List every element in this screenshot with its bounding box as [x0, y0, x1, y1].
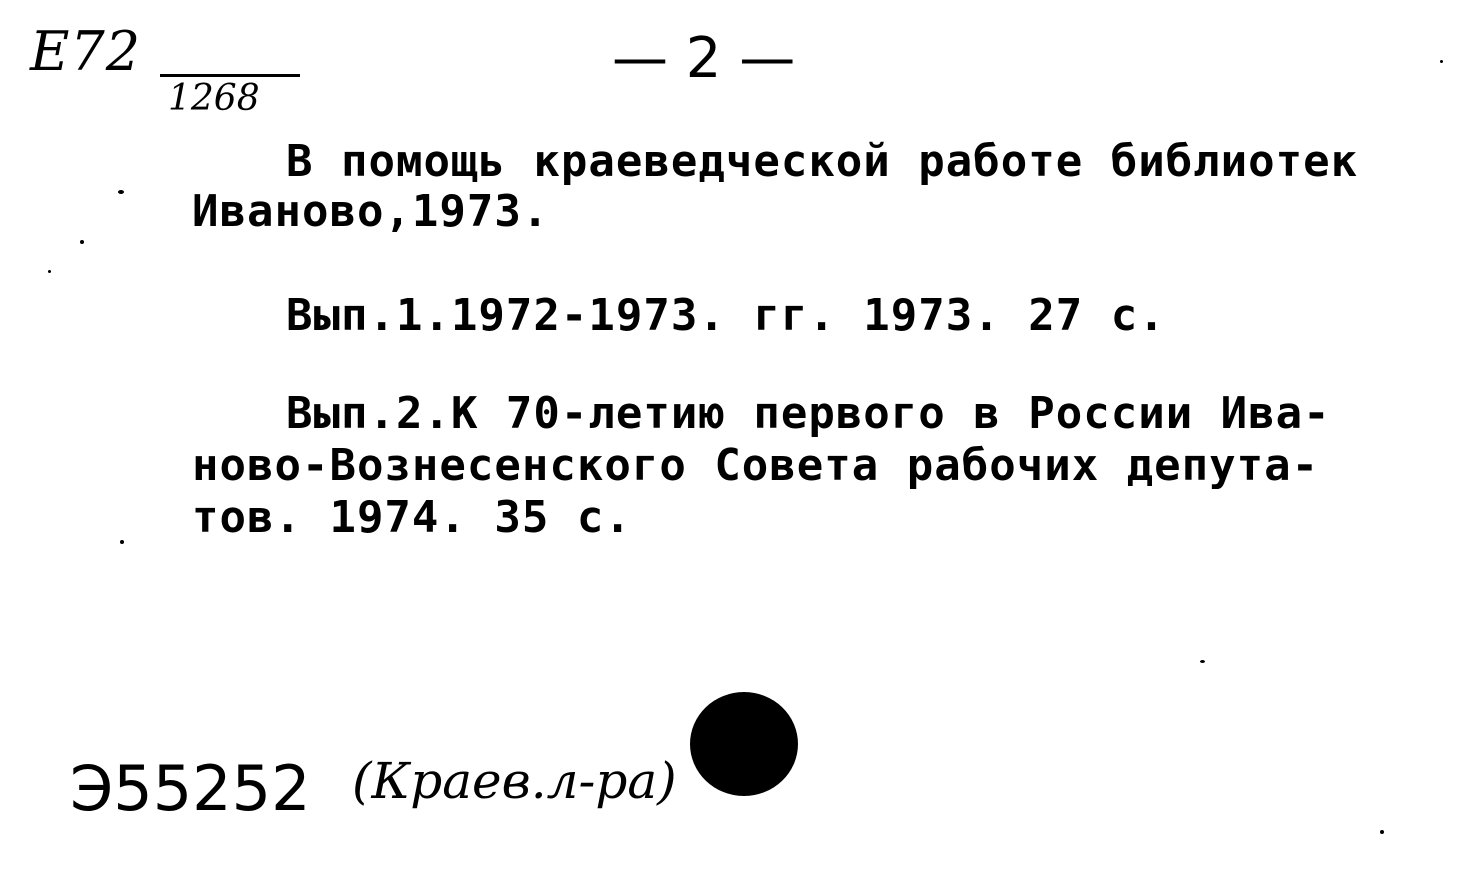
entry-title-line-1: В помощь краеведческой работе библиотек: [286, 136, 1359, 187]
inventory-number: Э55252: [70, 752, 311, 825]
speck: [80, 240, 84, 244]
punch-hole: [690, 692, 798, 796]
entry-title-line-2: Иваново,1973.: [192, 186, 550, 237]
volume-2-line-3: тов. 1974. 35 с.: [192, 492, 632, 543]
call-number-sub: 1268: [168, 78, 260, 119]
speck: [120, 540, 124, 544]
speck: [1200, 660, 1205, 663]
call-number: Е72: [30, 20, 142, 83]
speck: [48, 270, 51, 273]
speck: [118, 190, 124, 194]
page-number: — 2 —: [612, 26, 796, 91]
speck: [1380, 830, 1384, 834]
speck: [1440, 60, 1443, 63]
volume-2-line-1: Вып.2.К 70-летию первого в России Ива-: [286, 388, 1331, 439]
call-number-divider: [160, 74, 300, 77]
volume-1-line: Вып.1.1972-1973. гг. 1973. 27 с.: [286, 290, 1166, 341]
inventory-note: (Краев.л-ра): [352, 752, 677, 810]
volume-2-line-2: ново-Вознесенского Совета рабочих депута-: [192, 440, 1320, 491]
